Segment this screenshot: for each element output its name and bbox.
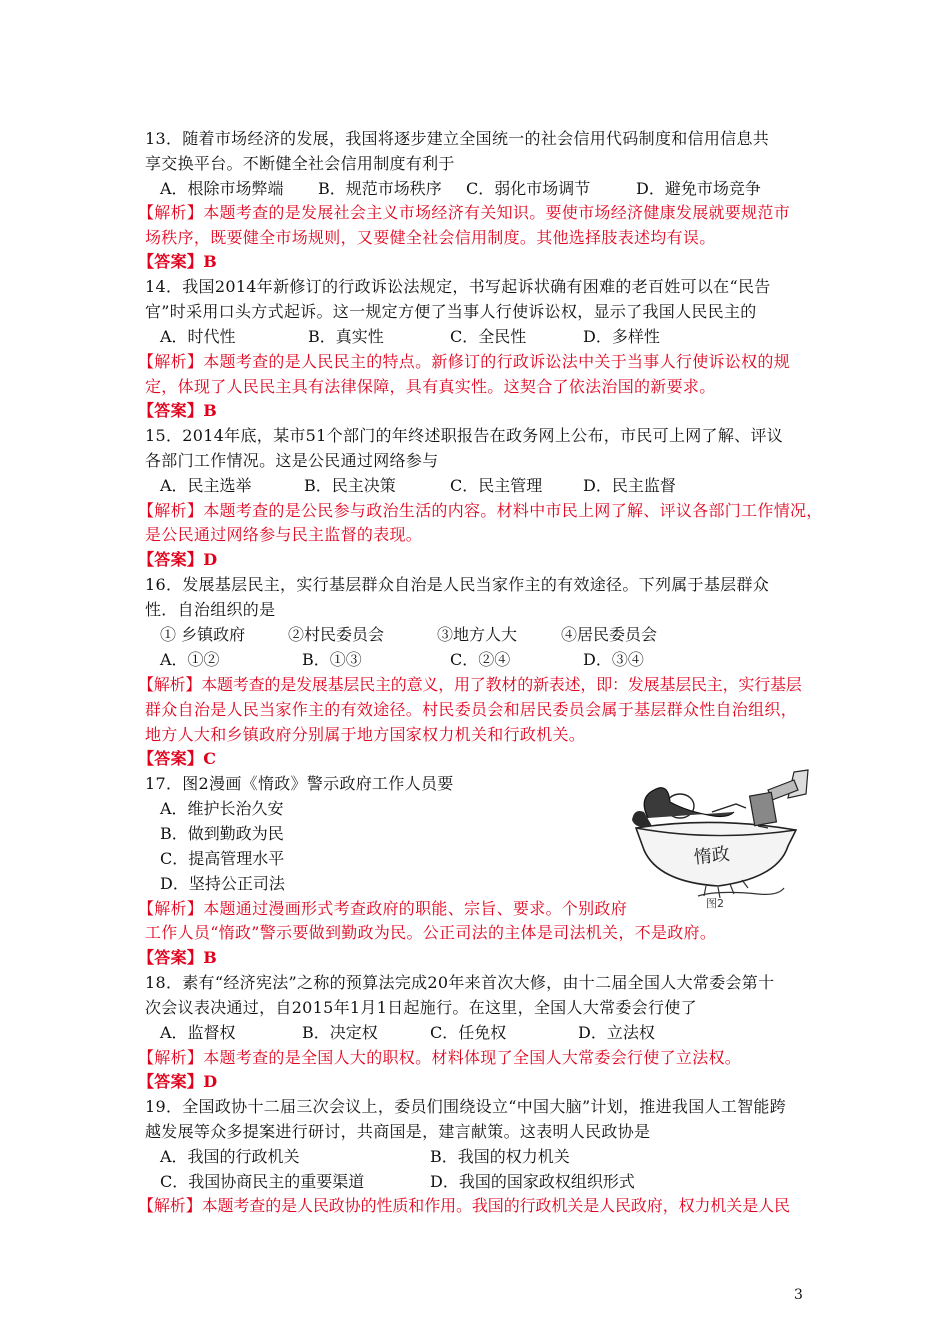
q13-option-c: C．弱化市场调节 [466,179,591,198]
q18-stem-line-2: 次会议表决通过，自2015年1月1日起施行。在这里，全国人大常委会行使了 [145,998,697,1017]
q13-stem-line-2: 享交换平台。不断健全社会信用制度有利于 [145,154,455,173]
q14-analysis-line-1: 【解析】本题考查的是人民民主的特点。新修订的行政诉讼法中关于当事人行使诉讼权的规 [138,352,791,371]
q16-item-4: ④居民委员会 [561,625,658,644]
q15-option-d: D．民主监督 [583,476,676,495]
q19-stem-line-1: 19．全国政协十二届三次会议上，委员们围绕设立“中国大脑”计划，推进我国人工智能跨 [145,1097,787,1116]
q16-option-d: D．③④ [583,650,644,669]
q14-option-a: A．时代性 [160,327,236,346]
q16-stem-line-1: 16．发展基层民主，实行基层群众自治是人民当家作主的有效途径。下列属于基层群众 [145,575,770,594]
q18-answer: 【答案】D [138,1072,218,1091]
q14-stem-line-1: 14．我国2014年新修订的行政诉讼法规定，书写起诉状确有困难的老百姓可以在“民告 [145,277,771,296]
q15-analysis-line-1: 【解析】本题考查的是公民参与政治生活的内容。材料中市民上网了解、评议各部门工作情况， [138,501,823,520]
q17-stem-line-1: 17．图2漫画《惰政》警示政府工作人员要 [145,774,454,793]
cartoon-figure [618,768,812,910]
q17-option-b: B．做到勤政为民 [160,824,284,843]
q15-option-c: C．民主管理 [450,476,543,495]
q19-stem-line-2: 越发展等众多提案进行研讨，共商国是，建言献策。这表明人民政协是 [145,1122,651,1141]
q13-analysis-line-1: 【解析】本题考查的是发展社会主义市场经济有关知识。要使市场经济健康发展就要规范市 [138,203,791,222]
q19-option-b: B．我国的权力机关 [430,1147,570,1166]
q18-option-c: C．任免权 [430,1023,507,1042]
q14-option-d: D．多样性 [583,327,660,346]
q15-answer: 【答案】D [138,550,218,569]
q17-analysis-line-2: 工作人员“惰政”警示要做到勤政为民。公正司法的主体是司法机关，不是政府。 [145,923,717,942]
q14-analysis-line-2: 定，体现了人民民主具有法律保障，具有真实性。这契合了依法治国的新要求。 [145,377,716,396]
q16-analysis-line-2: 群众自治是人民当家作主的有效途径。村民委员会和居民委员会属于基层群众性自治组织， [145,700,798,719]
q19-option-d: D．我国的国家政权组织形式 [430,1172,635,1191]
q17-analysis-line-1: 【解析】本题通过漫画形式考查政府的职能、宗旨、要求。个别政府 [138,899,628,918]
q17-option-d: D．坚持公正司法 [160,874,285,893]
q16-item-2: ②村民委员会 [288,625,385,644]
q16-analysis-line-1: 【解析】本题考查的是发展基层民主的意义，用了教材的新表述，即：发展基层民主，实行基层 [138,675,802,694]
q13-option-b: B．规范市场秩序 [318,179,442,198]
q19-option-a: A．我国的行政机关 [160,1147,300,1166]
q15-option-a: A．民主选举 [160,476,252,495]
q15-stem-line-2: 各部门工作情况。这是公民通过网络参与 [145,451,439,470]
q16-option-a: A．①② [160,650,220,669]
q13-option-a: A．根除市场弊端 [160,179,284,198]
q18-analysis-line-1: 【解析】本题考查的是全国人大的职权。材料体现了全国人大常委会行使了立法权。 [138,1048,742,1067]
q18-stem-line-1: 18．素有“经济宪法”之称的预算法完成20年来首次大修，由十二届全国人大常委会第十 [145,973,775,992]
bowl-label: 惰政 [692,843,731,869]
q17-option-a: A．维护长治久安 [160,799,284,818]
q19-analysis-line-1: 【解析】本题考查的是人民政协的性质和作用。我国的行政机关是人民政府，权力机关是人民 [138,1196,790,1215]
q13-answer: 【答案】B [138,252,218,271]
q15-option-b: B．民主决策 [304,476,396,495]
q13-stem-line-1: 13．随着市场经济的发展，我国将逐步建立全国统一的社会信用代码制度和信用信息共 [145,129,770,148]
q14-stem-line-2: 官”时采用口头方式起诉。这一规定方便了当事人行使诉讼权，显示了我国人民民主的 [145,302,757,321]
q18-option-d: D．立法权 [578,1023,655,1042]
q13-option-d: D．避免市场竞争 [636,179,761,198]
q15-analysis-line-2: 是公民通过网络参与民主监督的表现。 [145,525,423,544]
q15-stem-line-1: 15．2014年底，某市51个部门的年终述职报告在政务网上公布，市民可上网了解、评议 [145,426,784,445]
q17-option-c: C．提高管理水平 [160,849,285,868]
q16-option-c: C．②④ [450,650,511,669]
page-number: 3 [794,1287,803,1303]
q17-answer: 【答案】B [138,948,218,967]
q19-option-c: C．我国协商民主的重要渠道 [160,1172,365,1191]
q13-analysis-line-2: 场秩序，既要健全市场规则，又要健全社会信用制度。其他选择肢表述均有误。 [145,228,716,247]
q18-option-a: A．监督权 [160,1023,236,1042]
figure-caption: 图2 [706,897,724,910]
q16-answer: 【答案】C [138,749,217,768]
q16-item-1: ① 乡镇政府 [160,625,246,644]
q16-stem-line-2: 性．自治组织的是 [145,600,276,619]
q16-analysis-line-3: 地方人大和乡镇政府分别属于地方国家权力机关和行政机关。 [145,725,586,744]
q16-item-3: ③地方人大 [437,625,518,644]
q14-answer: 【答案】B [138,401,218,420]
q14-option-b: B．真实性 [308,327,384,346]
q16-option-b: B．①③ [302,650,362,669]
q18-option-b: B．决定权 [302,1023,378,1042]
q14-option-c: C．全民性 [450,327,527,346]
